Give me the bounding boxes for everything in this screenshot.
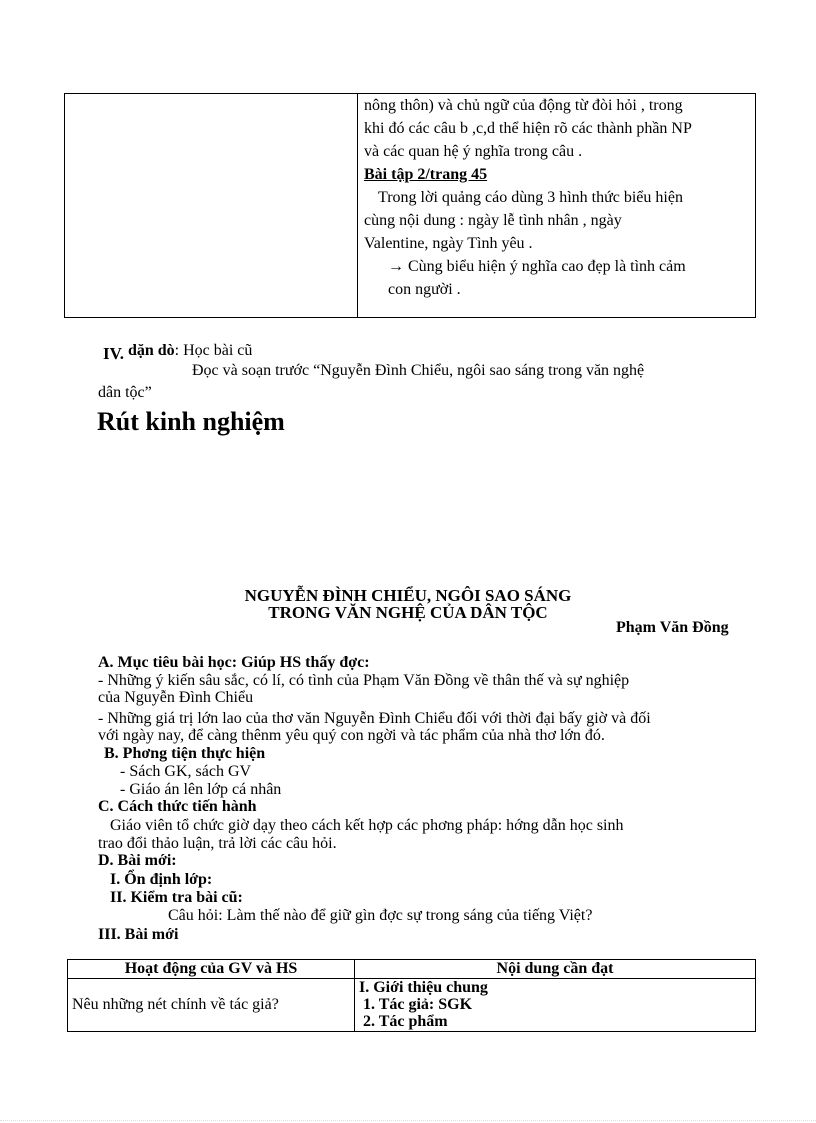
section-d-3: III. Bài mới [98, 926, 179, 943]
text-line: - Những giá trị lớn lao của thơ văn Nguyễn Đình Chiểu đối với thời đại bấy giờ và đối [98, 710, 651, 727]
homework-text: : Học bài cũ [174, 342, 253, 359]
text-line: khi đó các câu b ,c,d thể hiện rõ các thành phần NP [364, 120, 692, 137]
table-cell-left [65, 94, 358, 318]
text-line: Giáo viên tổ chức giờ dạy theo cách kết hợp các phơng pháp: hớng dẫn học sinh [110, 817, 624, 834]
homework-line-3: dân tộc” [98, 384, 152, 401]
text-line: - Những ý kiến sâu sắc, có lí, có tình của Phạm Văn Đồng về thân thế và sự nghiệp [98, 672, 630, 689]
exercise-title: Bài tập 2/trang 45 [364, 166, 488, 183]
section-d-1: I. Ổn định lớp: [110, 871, 213, 888]
text-line: Trong lời quảng cáo dùng 3 hình thức biểu hiện [378, 189, 683, 206]
lesson-title-line-1: NGUYỄN ĐÌNH CHIỂU, NGÔI SAO SÁNG [244, 586, 572, 605]
homework-label: dặn dò [127, 342, 175, 359]
text-line: của Nguyễn Đình Chiểu [98, 689, 254, 706]
table-header-right: Nội dung cần đạt [355, 960, 756, 979]
section-c-heading: C. Cách thức tiến hành [98, 798, 257, 815]
section-d-heading: D. Bài mới: [98, 852, 177, 869]
text-line: - Giáo án lên lớp cá nhân [120, 781, 282, 798]
section-d-2: II. Kiểm tra bài cũ: [110, 889, 243, 906]
table-cell-content [355, 979, 756, 1032]
homework-roman: IV. [103, 344, 124, 363]
lesson-table [67, 959, 756, 1032]
text-line: cùng nội dung : ngày lễ tình nhân , ngày [364, 212, 622, 229]
table-cell-question: Nêu những nét chính về tác giả? [68, 979, 355, 1032]
content-line: 2. Tác phẩm [363, 1013, 448, 1030]
text-line: với ngày nay, để càng thênm yêu quý con ngời và tác phẩm của nhà thơ lớn đó. [98, 727, 605, 744]
page-edge-divider [0, 1120, 816, 1121]
text-line: → Cùng biểu hiện ý nghĩa cao đẹp là tình cảm [388, 258, 686, 275]
question-text: Câu hỏi: Làm thế nào để giữ gìn đợc sự trong sáng của tiếng Việt? [168, 907, 593, 924]
text-line: - Sách GK, sách GV [120, 763, 252, 780]
author: Phạm Văn Đồng [616, 619, 729, 636]
homework-line-2: Đọc và soạn trước “Nguyễn Đình Chiểu, ngôi sao sáng trong văn nghệ [192, 362, 645, 379]
text-line: nông thôn) và chủ ngữ của động từ đòi hỏi , trong [364, 97, 683, 114]
text-line: Valentine, ngày Tình yêu . [364, 235, 533, 252]
table-header-left: Hoạt động của GV và HS [68, 960, 355, 979]
homework-line [103, 340, 253, 363]
text-line: trao đổi thảo luận, trả lời các câu hỏi. [98, 835, 337, 852]
section-a-heading: A. Mục tiêu bài học: Giúp HS thấy đợc: [98, 654, 370, 671]
table-cell-right [358, 94, 756, 318]
text-line: và các quan hệ ý nghĩa trong câu . [364, 143, 583, 160]
section-b-heading: B. Phơng tiện thực hiện [104, 745, 266, 762]
content-line: I. Giới thiệu chung [359, 979, 488, 996]
experience-heading: Rút kinh nghiệm [97, 407, 285, 436]
text-line: con người . [388, 281, 461, 298]
content-line: 1. Tác giả: SGK [363, 996, 473, 1013]
lesson-title-line-2: TRONG VĂN NGHỆ CỦA DÂN TỘC [268, 603, 548, 622]
exercise-table [64, 93, 756, 318]
